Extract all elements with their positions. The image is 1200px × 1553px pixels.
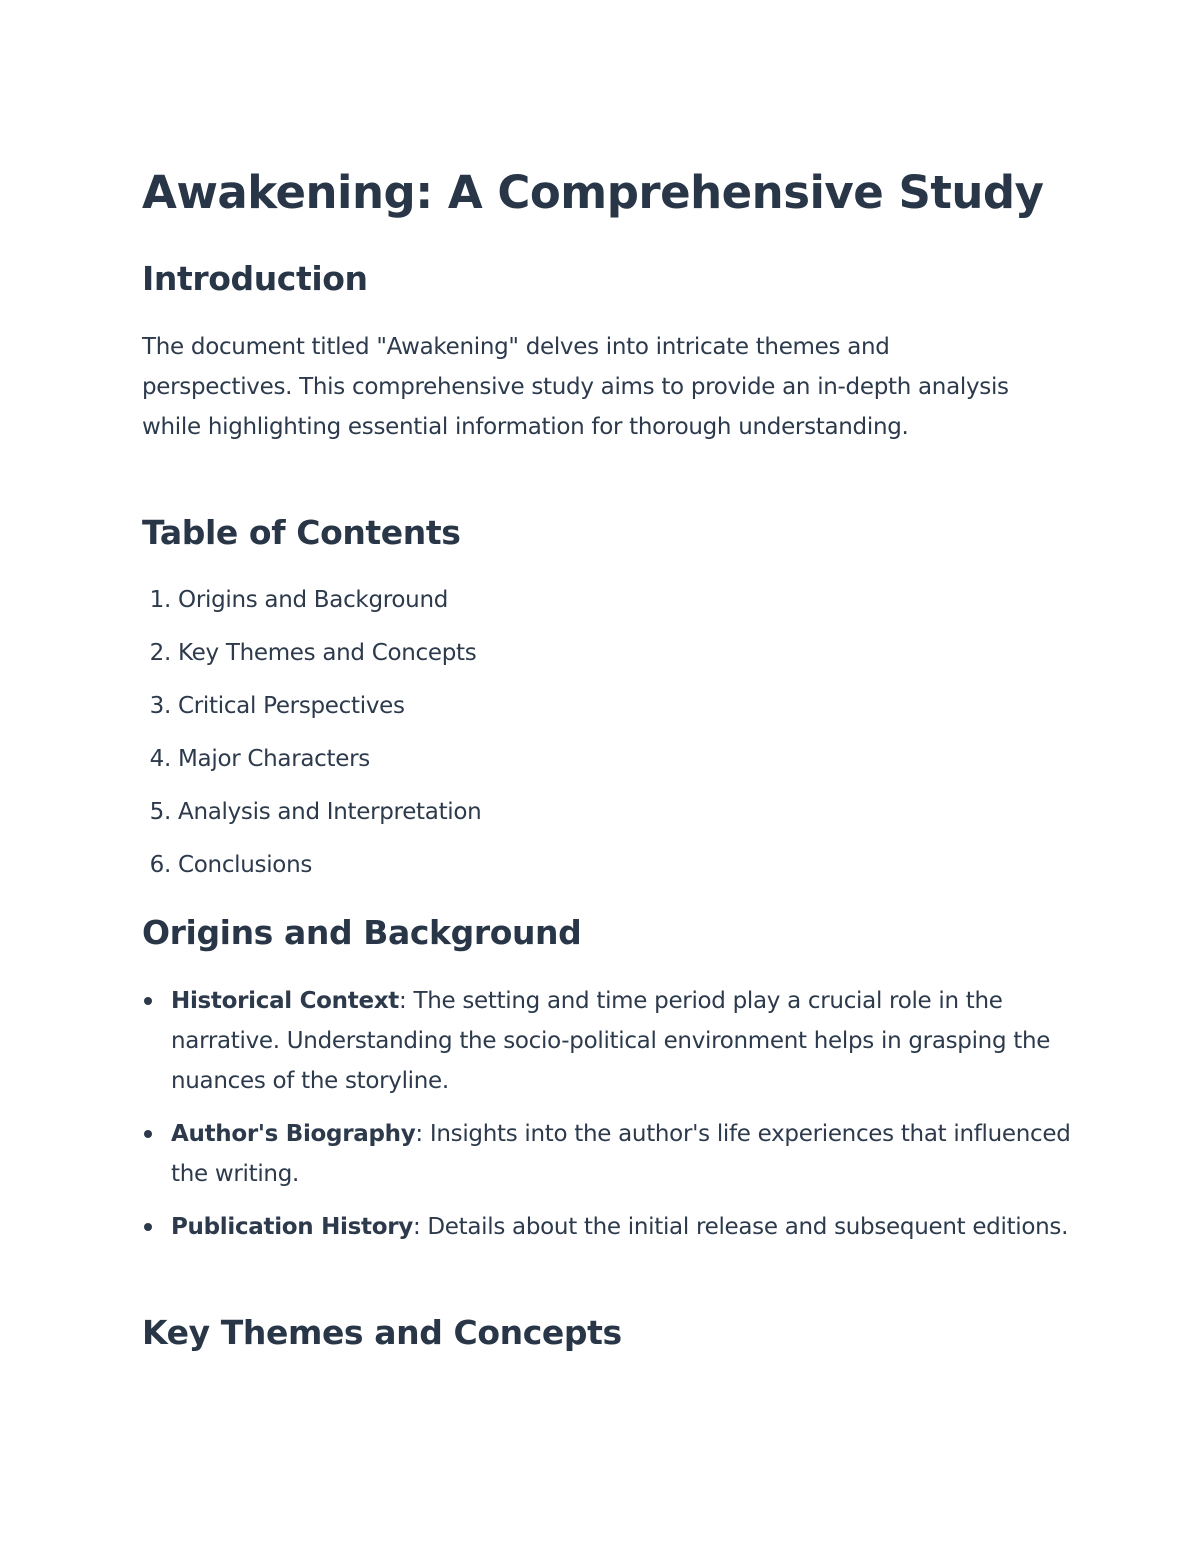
origins-list bbox=[142, 981, 1072, 1260]
toc-heading: Table of Contents bbox=[142, 513, 461, 552]
list-item: Author's Biography: Insights into the author's life experiences that influenced the writing. bbox=[142, 1114, 1072, 1194]
bullet-icon bbox=[144, 997, 152, 1005]
list-item: Publication History: Details about the initial release and subsequent editions. bbox=[142, 1207, 1072, 1247]
toc-list bbox=[142, 580, 481, 898]
bullet-icon bbox=[144, 1130, 152, 1138]
introduction-heading: Introduction bbox=[142, 259, 368, 298]
toc-item-key-themes: 2. Key Themes and Concepts bbox=[149, 640, 477, 666]
toc-item-analysis: 5. Analysis and Interpretation bbox=[149, 799, 482, 825]
toc-item-major-characters: 4. Major Characters bbox=[149, 746, 370, 772]
list-item: Historical Context: The setting and time period play a crucial role in the narrative. Understanding the socio-political environment helps in grasping the nuances of the storyline. bbox=[142, 981, 1072, 1101]
toc-item-conclusions: 6. Conclusions bbox=[149, 852, 313, 878]
bullet-icon bbox=[144, 1223, 152, 1231]
toc-item-origins: 1. Origins and Background bbox=[149, 587, 449, 613]
toc-item-critical-perspectives: 3. Critical Perspectives bbox=[149, 693, 405, 719]
origins-heading: Origins and Background bbox=[142, 913, 582, 952]
key-themes-heading: Key Themes and Concepts bbox=[142, 1313, 622, 1352]
document-title: Awakening: A Comprehensive Study bbox=[142, 166, 1044, 219]
introduction-paragraph: The document titled "Awakening" delves into intricate themes and perspectives. This comprehensive study aims to provide an in-depth analysis while highlighting essential information for thorough understanding. bbox=[142, 334, 1009, 440]
